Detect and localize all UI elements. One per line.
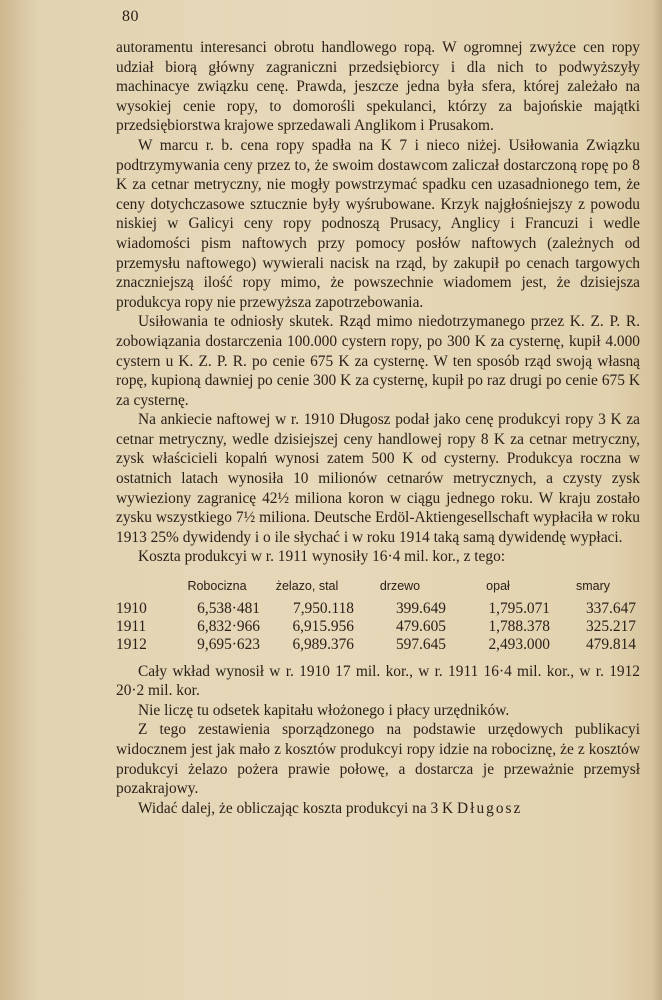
header-robocizna: Robocizna: [187, 579, 247, 594]
paragraph-1: autoramentu interesanci obrotu handlowego ropą. W ogromnej zwyżce cen ropy udział biorą główny zagraniczni przedsiębiorcy i dla nich to podwyższyły machinacye związku cenę. Prawda, jeszcze jedna była sfera, której zależało na wysokiej cenie ropy, to domorośli spekulanci, którzy za bajońskie majątki przedsiębiorstwa krajowe sprzedawali Anglikom i Prusakom.: [116, 39, 640, 135]
cell-smary: 479.814: [585, 635, 636, 653]
cell-opal: 1,795.071: [488, 599, 550, 617]
table-row: [116, 636, 636, 654]
cell-drzewo: 479.605: [395, 617, 446, 635]
table-header-row: [116, 577, 636, 600]
spaced-name: Długosz: [457, 799, 523, 817]
header-opal: opał: [486, 579, 510, 594]
paragraph-6: Cały wkład wynosił w r. 1910 17 mil. kor., w r. 1911 16·4 mil. kor., w r. 1912 20·2 mil. kor.: [116, 662, 640, 700]
cell-drzewo: 597.645: [395, 635, 446, 653]
table-row: [116, 600, 636, 618]
paragraph-2: W marcu r. b. cena ropy spadła na K 7 i nieco niżej. Usiłowania Związku podtrzymywania ceny przez to, że swoim dostawcom zaliczał dostarczoną ropę po 8 K za cetnar metryczny, nie mogły powstrzymać spadku cen uzasadnionego tem, że ceny dotychczasowe sztucznie były wyśrubowane. Krzyk najgłośniejszy z powodu niskiej w Galicyi ceny ropy podnoszą Prusacy, Anglicy i Francuzi i wedle wiadomości pism naftowych przy pomocy posłów naftowych (zależnych od przemysłu naftowego) wywierali nacisk na rząd, by zakupił po cenach targowych znaczniejszą ilość ropy mimo, że powszechnie wiadomem jest, że dzisiejsza produkcya ropy nie przewyższa zapotrzebowania.: [116, 136, 640, 311]
paragraph-9-text: Widać dalej, że obliczając koszta produkcyi na 3 K: [138, 799, 454, 817]
cell-smary: 337.647: [585, 599, 636, 617]
header-drzewo: drzewo: [379, 579, 421, 594]
paragraph-4: Na ankiecie naftowej w r. 1910 Długosz podał jako cenę produkcyi ropy 3 K za cetnar metryczny, wedle dzisiejszej ceny handlowej ropy 8 K za cetnar metryczny, zysk właścicieli kopalń wynosi zatem 500 K od cysterny. Produkcya roczna w ostatnich latach wynosiła 10 milionów cetnarów metrycznych, a czysty zysk wywieziony zagranicę 42½ miliona koron w ciągu jednego roku. W kraju zostało zysku wszystkiego 7½ miliona. Deutsche Erdöl-Aktiengesellschaft wypłaciła w roku 1913 25% dywidendy i o ile słychać i w roku 1914 taką samą dywidendę wypłaci.: [116, 411, 640, 546]
cell-smary: 325.217: [585, 617, 636, 635]
body-text: [116, 38, 640, 818]
header-year: [116, 577, 174, 600]
cell-zelazo-stal: 7,950.118: [293, 599, 354, 617]
cost-table-block: [116, 577, 640, 654]
table-row: [116, 618, 636, 636]
cell-robocizna: 6,832·966: [197, 617, 260, 635]
paragraph-8: Z tego zestawienia sporządzonego na podstawie urzędowych publikacyi widocznem jest jak mało z kosztów produkcyi ropy idzie na robociznę, że z kosztów produkcyi żelazo pożera prawie połowę, a dostarcza je przeważnie przemysł pozakrajowy.: [116, 721, 640, 798]
page-number: 80: [122, 8, 139, 25]
cell-drzewo: 399.649: [395, 599, 446, 617]
header-smary: smary: [575, 579, 611, 594]
production-cost-table: [116, 577, 636, 654]
paragraph-9: [116, 799, 640, 819]
row-year: 1910: [116, 599, 147, 617]
cell-robocizna: 6,538·481: [197, 599, 260, 617]
cell-robocizna: 9,695·623: [197, 635, 260, 653]
paragraph-7: Nie liczę tu odsetek kapitału włożonego i płacy urzędników.: [138, 701, 510, 719]
header-zelazo-stal: żelazo, stal: [275, 579, 339, 594]
paragraph-3: Usiłowania te odniosły skutek. Rząd mimo niedotrzymanego przez K. Z. P. R. zobowiązania dostarczenia 100.000 cystern ropy, po 300 K za cysternę, kupił 4.000 cystern u K. Z. P. R. po cenie 675 K za cysternę. W ten sposób rząd swoją własną ropę, kupioną dawniej po cenie 300 K za cysternę, kupił po raz drugi po cenie 675 K za cysternę.: [116, 313, 640, 409]
row-year: 1912: [116, 635, 147, 653]
cell-opal: 2,493.000: [488, 635, 550, 653]
paragraph-5: Koszta produkcyi w r. 1911 wynosiły 16·4 mil. kor., z tego:: [138, 548, 506, 566]
cell-opal: 1,788.378: [488, 617, 550, 635]
cell-zelazo-stal: 6,989.376: [292, 635, 354, 653]
row-year: 1911: [116, 617, 147, 635]
cell-zelazo-stal: 6,915.956: [292, 617, 354, 635]
page-edge-shadow: [652, 0, 662, 1000]
